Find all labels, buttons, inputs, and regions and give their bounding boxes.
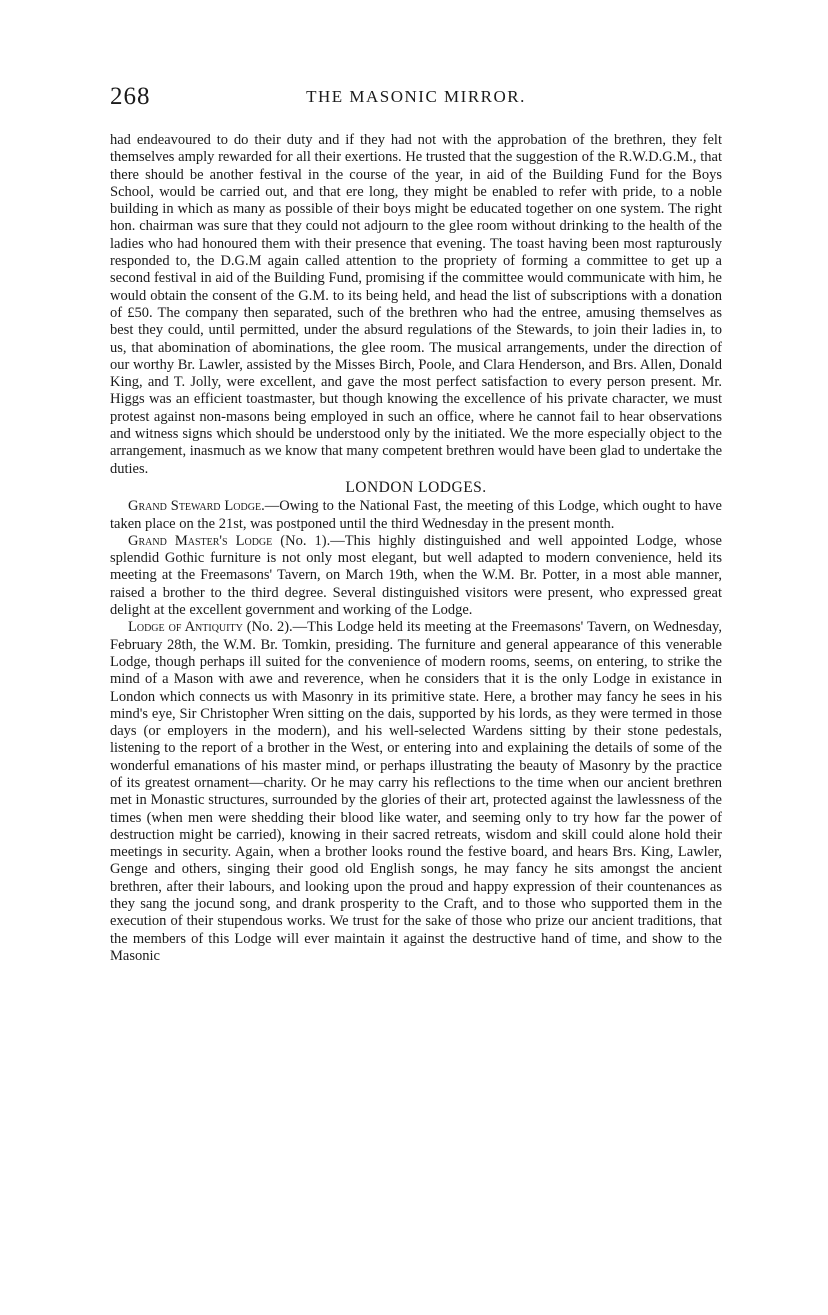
section-title: LONDON LODGES. (345, 478, 487, 496)
article-body (110, 132, 722, 965)
lodge-name-grand-steward: Grand Steward Lodge. (128, 498, 265, 515)
running-title: THE MASONIC MIRROR. (306, 87, 526, 106)
paragraph-grand-masters-lodge (110, 533, 722, 619)
lodge-name-antiquity: Lodge of Antiquity (128, 619, 243, 636)
paragraph-grand-steward-lodge (110, 498, 722, 533)
page-number: 268 (110, 83, 151, 110)
lodge-text-antiquity: (No. 2).—This Lodge held its meeting at the Freemasons' Tavern, on Wednesday, February 28th, the W.M. Br. Tomkin, presiding. The furniture and general appearance of this venerable Lodge, though perhaps ill suited for the convenience of modern rooms, seems, on entering, to strike the mind of a Mason with awe and reverence, when he considers that it is the only Lodge in existance in London which connects us with Masonry in its primitive state. Here, a brother may fancy he sees in his mind's eye, Sir Christopher Wren sitting on the dais, supported by his lords, as they were termed in those days (or employers in the modern), and his well-selected Wardens sitting by their stone pedestals, listening to the report of a brother in the West, or entering into and explaining the details of some of the wonderful emanations of his master mind, or perhaps illustrating the beauty of Masonry by the practice of its greatest ornament—charity. Or he may carry his reflections to the time when our ancient brethren met in Monastic structures, surrounded by the glories of their art, protected against the lawlessness of the times (when men were shedding their blood like water, and seeming only to try how far the power of destruction might be carried), knowing in their sacred retreats, wisdom and skill could alone hold their meetings in security. Again, when a brother looks round the festive board, and hears Brs. King, Lawler, Genge and others, singing their good old English songs, he may fancy he sits amongst the ancient brethren, after their labours, and looking upon the proud and happy expression of their countenances as they sang the jocund song, and drank prosperity to the Craft, and to those who supported them in the execution of their stupendous works. We trust for the sake of those who prize our ancient traditions, that the members of this Lodge will ever maintain it against the destructive hand of time, and show to the Masonic (110, 619, 722, 964)
lodge-name-grand-masters: Grand Master's Lodge (128, 532, 273, 549)
page-header (110, 82, 722, 114)
paragraph-festival-report: had endeavoured to do their duty and if they had not with the approbation of the brethren, they felt themselves amply rewarded for all their exertions. He trusted that the suggestion of the R.W.D.G.M., that there should be another festival in the course of the year, in aid of the Building Fund for the Boys School, would be carried out, and that ere long, they might be enabled to refer with pride, to a noble building in which as many as possible of their boys might be educated together on one system. The right hon. chairman was sure that they could not adjourn to the glee room without drinking to the health of the ladies who had honoured them with their presence that evening. The toast having been most rapturously responded to, the D.G.M again called attention to the propriety of forming a committee to get up a second festival in aid of the Building Fund, promising if the committee would communicate with him, he would obtain the consent of the G.M. to its being held, and head the list of subscriptions with a donation of £50. The company then separated, such of the brethren who had the entree, amusing themselves as best they could, until permitted, under the absurd regulations of the Stewards, to join their ladies in, to us, that abomination of abominations, the glee room. The musical arrangements, under the direction of our worthy Br. Lawler, assisted by the Misses Birch, Poole, and Clara Henderson, and Brs. Allen, Donald King, and T. Jolly, were excellent, and gave the most perfect satisfaction to every person present. Mr. Higgs was an efficient toastmaster, but though knowing the excellence of his private character, we must protest against non-masons being employed in such an office, where he cannot fail to hear observations and witness signs which should be understood only by the initiated. We the more especially object to the arrangement, inasmuch as we know that many competent brethren would have been glad to undertake the duties. (110, 132, 723, 477)
paragraph-lodge-of-antiquity (110, 619, 722, 965)
lodge-text-grand-masters: (No. 1).—This highly distinguished and well appointed Lodge, whose splendid Gothic furniture is not only most elegant, but well adapted to modern convenience, held its meeting at the Freemasons' Tavern, on March 19th, when the W.M. Br. Potter, in a most able manner, raised a brother to the third degree. Several distinguished visitors were present, who expressed great delight at the excellent government and working of the Lodge. (110, 532, 722, 619)
lodge-text-grand-steward: —Owing to the National Fast, the meeting of this Lodge, which ought to have taken place on the 21st, was postponed until the third Wednesday in the present month. (110, 498, 722, 532)
